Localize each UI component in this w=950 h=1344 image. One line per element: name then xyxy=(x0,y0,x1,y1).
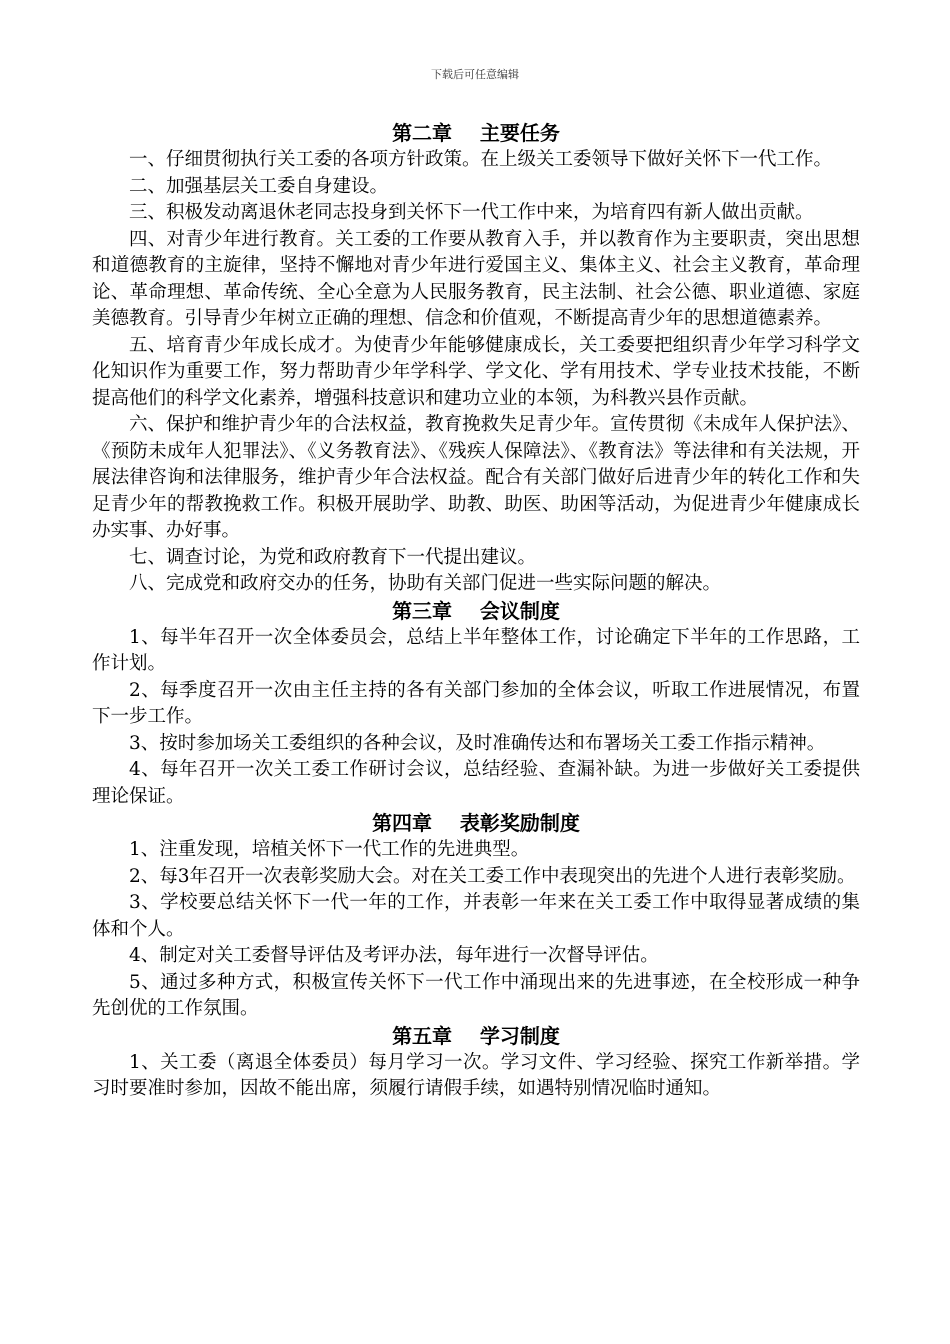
paragraph: 2、每3年召开一次表彰奖励大会。对在关工委工作中表现突出的先进个人进行表彰奖励。 xyxy=(129,865,856,887)
paragraph: 六、保护和维护青少年的合法权益，教育挽救失足青少年。宣传贯彻《未成年人保护法》、《预防未成年人犯罪法》、《义务教育法》、《残疾人保障法》、《教育法》等法律和有关法规，开展法律咨询和法律服务，维护青少年合法权益。配合有关部门做好后进青少年的转化工作和失足青少年的帮教挽救工作。积极开展助学、助教、助医、助困等活动，为促进青少年健康成长办实事、办好事。 xyxy=(92,414,860,541)
chapter-title: 第五章 学习制度 xyxy=(392,1023,560,1048)
paragraph: 一、仔细贯彻执行关工委的各项方针政策。在上级关工委领导下做好关怀下一代工作。 xyxy=(129,149,833,170)
paragraph: 4、每年召开一次关工委工作研讨会议，总结经验、查漏补缺。为进一步做好关工委提供理论保证。 xyxy=(92,759,860,807)
paragraph: 3、学校要总结关怀下一代一年的工作，并表彰一年来在关工委工作中取得显著成绩的集体和个人。 xyxy=(92,892,860,940)
paragraph: 2、每季度召开一次由主任主持的各有关部门参加的全体会议，听取工作进展情况，布置下一步工作。 xyxy=(92,679,860,727)
section-chapter-5 xyxy=(92,1023,860,1103)
paragraph: 七、调查讨论，为党和政府教育下一代提出建议。 xyxy=(129,546,537,568)
paragraph: 1、每半年召开一次全体委员会，总结上半年整体工作，讨论确定下半年的工作思路，工作计划。 xyxy=(92,626,860,674)
header-note: 下载后可任意编辑 xyxy=(431,68,519,81)
paragraph: 1、关工委（离退全体委员）每月学习一次。学习文件、学习经验、探究工作新举措。学习时要准时参加，因故不能出席，须履行请假手续，如遇特别情况临时通知。 xyxy=(92,1051,860,1099)
paragraph: 八、完成党和政府交办的任务，协助有关部门促进一些实际问题的解决。 xyxy=(129,573,722,594)
section-chapter-2 xyxy=(92,120,860,598)
paragraph: 4、制定对关工委督导评估及考评办法，每年进行一次督导评估。 xyxy=(129,945,659,966)
paragraph: 二、加强基层关工委自身建设。 xyxy=(129,175,389,197)
paragraph: 5、通过多种方式，积极宣传关怀下一代工作中涌现出来的先进事迹，在全校形成一种争先创优的工作氛围。 xyxy=(92,971,860,1019)
section-chapter-4 xyxy=(92,810,860,1023)
chapter-title: 第三章 会议制度 xyxy=(392,598,560,623)
paragraph: 四、对青少年进行教育。关工委的工作要从教育入手，并以教育作为主要职责，突出思想和道德教育的主旋律，坚持不懈地对青少年进行爱国主义、集体主义、社会主义教育，革命理论、革命理想、革命传统、全心全意为人民服务教育，民主法制、社会公德、职业道德、家庭美德教育。引导青少年树立正确的理想、信念和价值观，不断提高青少年的思想道德素养。 xyxy=(92,228,860,329)
chapter-title: 第二章 主要任务 xyxy=(392,121,560,145)
paragraph: 三、积极发动离退休老同志投身到关怀下一代工作中来，为培育四有新人做出贡献。 xyxy=(129,202,814,223)
section-chapter-3 xyxy=(92,598,860,811)
paragraph: 3、按时参加场关工委组织的各种会议，及时准确传达和布署场关工委工作指示精神。 xyxy=(129,732,826,754)
document-body xyxy=(92,120,860,1103)
chapter-title: 第四章 表彰奖励制度 xyxy=(372,811,580,835)
paragraph: 1、注重发现，培植关怀下一代工作的先进典型。 xyxy=(129,839,530,860)
paragraph: 五、培育青少年成长成才。为使青少年能够健康成长，关工委要把组织青少年学习科学文化知识作为重要工作，努力帮助青少年学科学、学文化、学有用技术、学专业技术技能，不断提高他们的科学文化素养，增强科技意识和建功立业的本领，为科教兴县作贡献。 xyxy=(92,334,860,409)
